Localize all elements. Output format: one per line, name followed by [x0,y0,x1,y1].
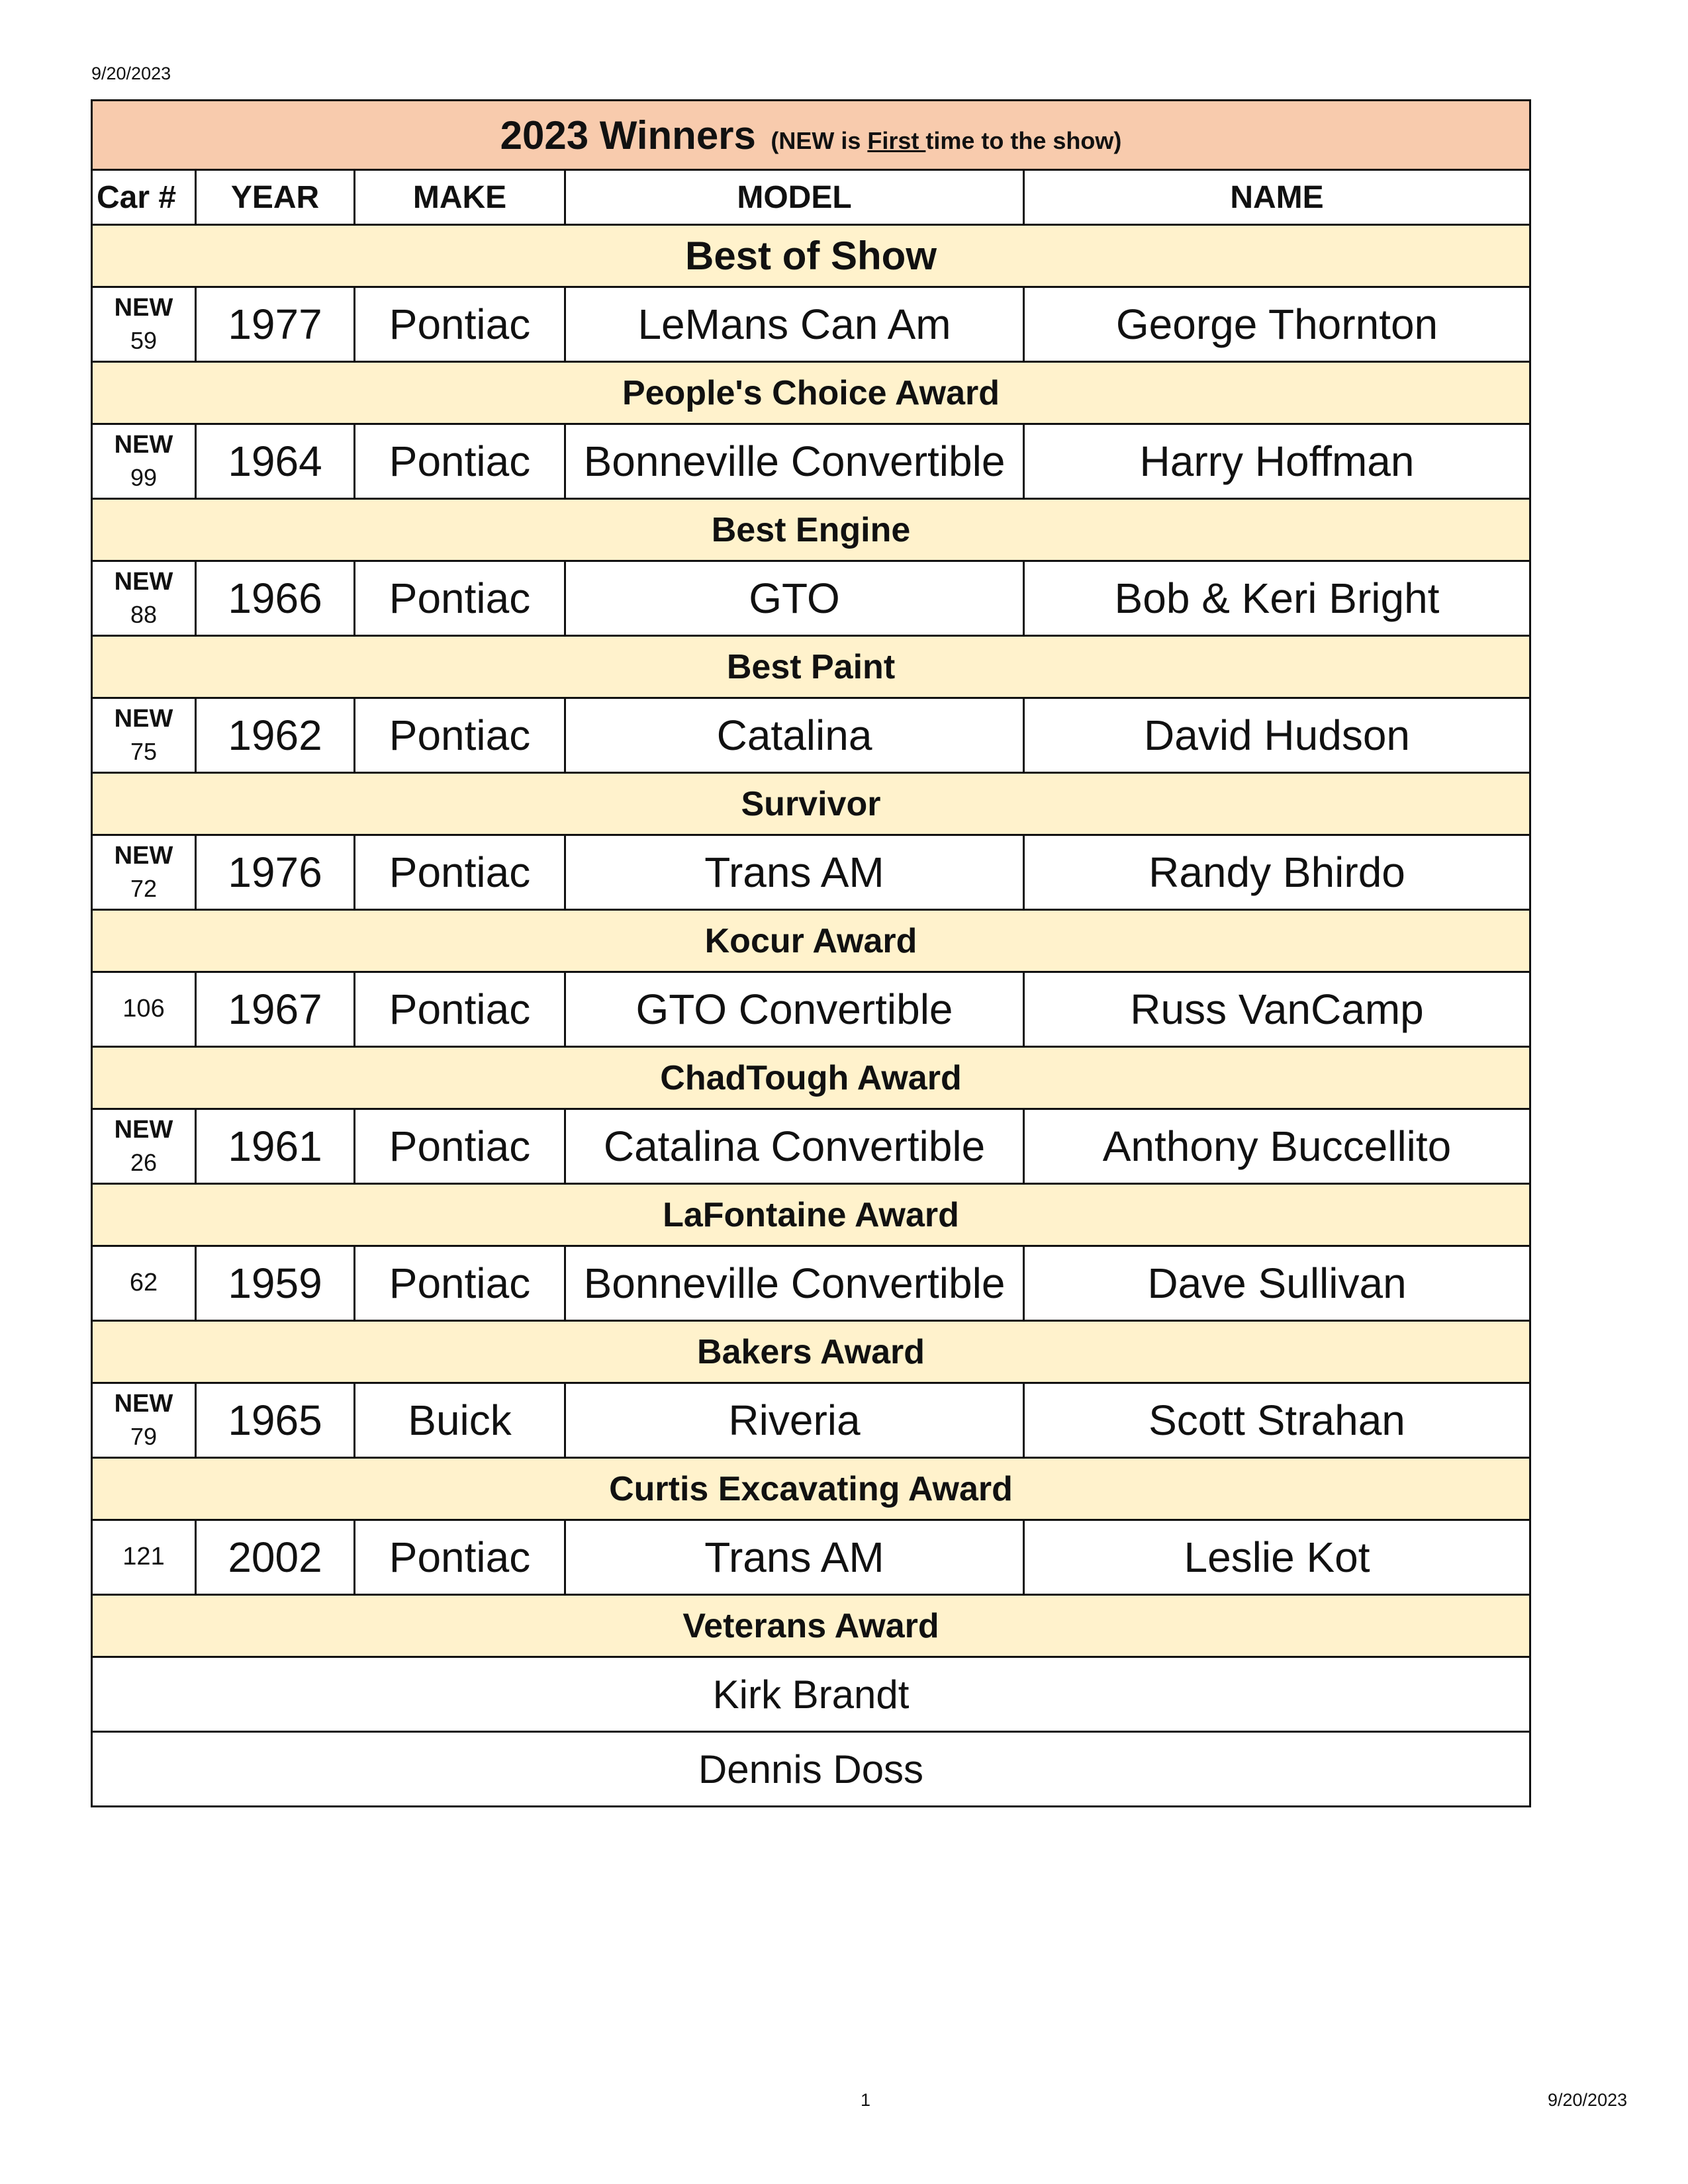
car-number: 106 [122,995,165,1023]
winner-name: Bob & Keri Bright [1024,561,1530,636]
car-number: 26 [130,1149,158,1177]
award-title: People's Choice Award [92,362,1530,424]
winner-make: Pontiac [355,287,565,362]
winner-row [92,1383,1530,1458]
car-number-cell [92,1520,196,1595]
award-title: ChadTough Award [92,1047,1530,1109]
veteran-name: Kirk Brandt [92,1657,1530,1732]
award-header-row [92,910,1530,972]
winner-make: Pontiac [355,972,565,1047]
car-number: 121 [122,1543,165,1571]
winner-name: George Thornton [1024,287,1530,362]
winner-make: Pontiac [355,561,565,636]
award-header-row [92,1184,1530,1246]
title-note-prefix: (NEW is [771,126,868,154]
table-title-cell [92,101,1530,170]
award-title: LaFontaine Award [92,1184,1530,1246]
column-header-row [92,170,1530,225]
car-number-cell [92,1383,196,1458]
winner-year: 1965 [196,1383,355,1458]
column-header-year: YEAR [196,170,355,225]
award-header-row [92,362,1530,424]
winner-name: Dave Sullivan [1024,1246,1530,1321]
winner-model: Bonneville Convertible [565,424,1024,499]
veteran-name: Dennis Doss [92,1732,1530,1807]
new-badge: NEW [114,294,173,322]
winner-model: Catalina [565,698,1024,773]
winner-make: Pontiac [355,698,565,773]
award-title: Curtis Excavating Award [92,1458,1530,1520]
winner-model: Trans AM [565,835,1024,910]
winner-make: Buick [355,1383,565,1458]
header-date: 9/20/2023 [91,64,171,83]
winner-row [92,698,1530,773]
award-header-row [92,1047,1530,1109]
winner-year: 1966 [196,561,355,636]
award-title: Kocur Award [92,910,1530,972]
winner-year: 1977 [196,287,355,362]
award-title: Best Paint [92,636,1530,698]
car-number: 72 [130,875,158,903]
winner-name: Leslie Kot [1024,1520,1530,1595]
award-header-row [92,1595,1530,1657]
car-number-cell [92,561,196,636]
winner-year: 1959 [196,1246,355,1321]
car-number: 75 [130,738,158,766]
winner-model: Catalina Convertible [565,1109,1024,1184]
winner-make: Pontiac [355,424,565,499]
title-note-underlined: First [867,126,926,154]
award-title: Bakers Award [92,1321,1530,1383]
award-title: Best of Show [92,225,1530,287]
column-header-car: Car # [92,170,196,225]
winner-model: Bonneville Convertible [565,1246,1024,1321]
award-header-row [92,636,1530,698]
winner-model: GTO [565,561,1024,636]
award-header-row [92,1321,1530,1383]
winner-name: Russ VanCamp [1024,972,1530,1047]
car-number: 59 [130,327,158,355]
footer-date: 9/20/2023 [1548,2090,1628,2110]
new-badge: NEW [114,1390,173,1418]
winner-model: GTO Convertible [565,972,1024,1047]
title-row [92,101,1530,170]
winners-table [91,99,1531,1807]
winner-make: Pontiac [355,1520,565,1595]
winner-name: Scott Strahan [1024,1383,1530,1458]
table-title: 2023 Winners [500,113,756,158]
car-number-cell [92,698,196,773]
winner-row [92,1246,1530,1321]
veteran-row [92,1732,1530,1807]
award-title: Veterans Award [92,1595,1530,1657]
car-number: 79 [130,1423,158,1451]
winner-year: 1964 [196,424,355,499]
winner-name: Anthony Buccellito [1024,1109,1530,1184]
winner-row [92,1520,1530,1595]
car-number-cell [92,972,196,1047]
award-title: Best Engine [92,499,1530,561]
new-badge: NEW [114,431,173,459]
column-header-model: MODEL [565,170,1024,225]
winner-row [92,287,1530,362]
winner-model: LeMans Can Am [565,287,1024,362]
new-badge: NEW [114,705,173,733]
winner-name: David Hudson [1024,698,1530,773]
car-number: 88 [130,601,158,629]
new-badge: NEW [114,568,173,596]
winner-row [92,972,1530,1047]
winner-model: Trans AM [565,1520,1024,1595]
car-number: 99 [130,464,158,492]
new-badge: NEW [114,842,173,870]
car-number-cell [92,424,196,499]
award-header-row [92,1458,1530,1520]
winner-row [92,835,1530,910]
column-header-name: NAME [1024,170,1530,225]
winner-make: Pontiac [355,835,565,910]
title-note [771,127,1121,154]
award-title: Survivor [92,773,1530,835]
winner-row [92,561,1530,636]
winner-row [92,424,1530,499]
winner-row [92,1109,1530,1184]
winner-make: Pontiac [355,1109,565,1184]
award-header-row [92,499,1530,561]
winner-year: 1967 [196,972,355,1047]
winner-year: 1961 [196,1109,355,1184]
winner-name: Randy Bhirdo [1024,835,1530,910]
car-number: 62 [129,1269,158,1297]
winner-name: Harry Hoffman [1024,424,1530,499]
new-badge: NEW [114,1116,173,1144]
footer-page-number: 1 [861,2090,871,2110]
winner-make: Pontiac [355,1246,565,1321]
car-number-cell [92,835,196,910]
winner-year: 2002 [196,1520,355,1595]
award-body [92,225,1530,1807]
winner-model: Riveria [565,1383,1024,1458]
column-header-make: MAKE [355,170,565,225]
award-header-row [92,225,1530,287]
winner-year: 1976 [196,835,355,910]
car-number-cell [92,1246,196,1321]
winner-year: 1962 [196,698,355,773]
title-note-suffix: time to the show) [925,126,1122,154]
car-number-cell [92,1109,196,1184]
veteran-row [92,1657,1530,1732]
car-number-cell [92,287,196,362]
award-header-row [92,773,1530,835]
